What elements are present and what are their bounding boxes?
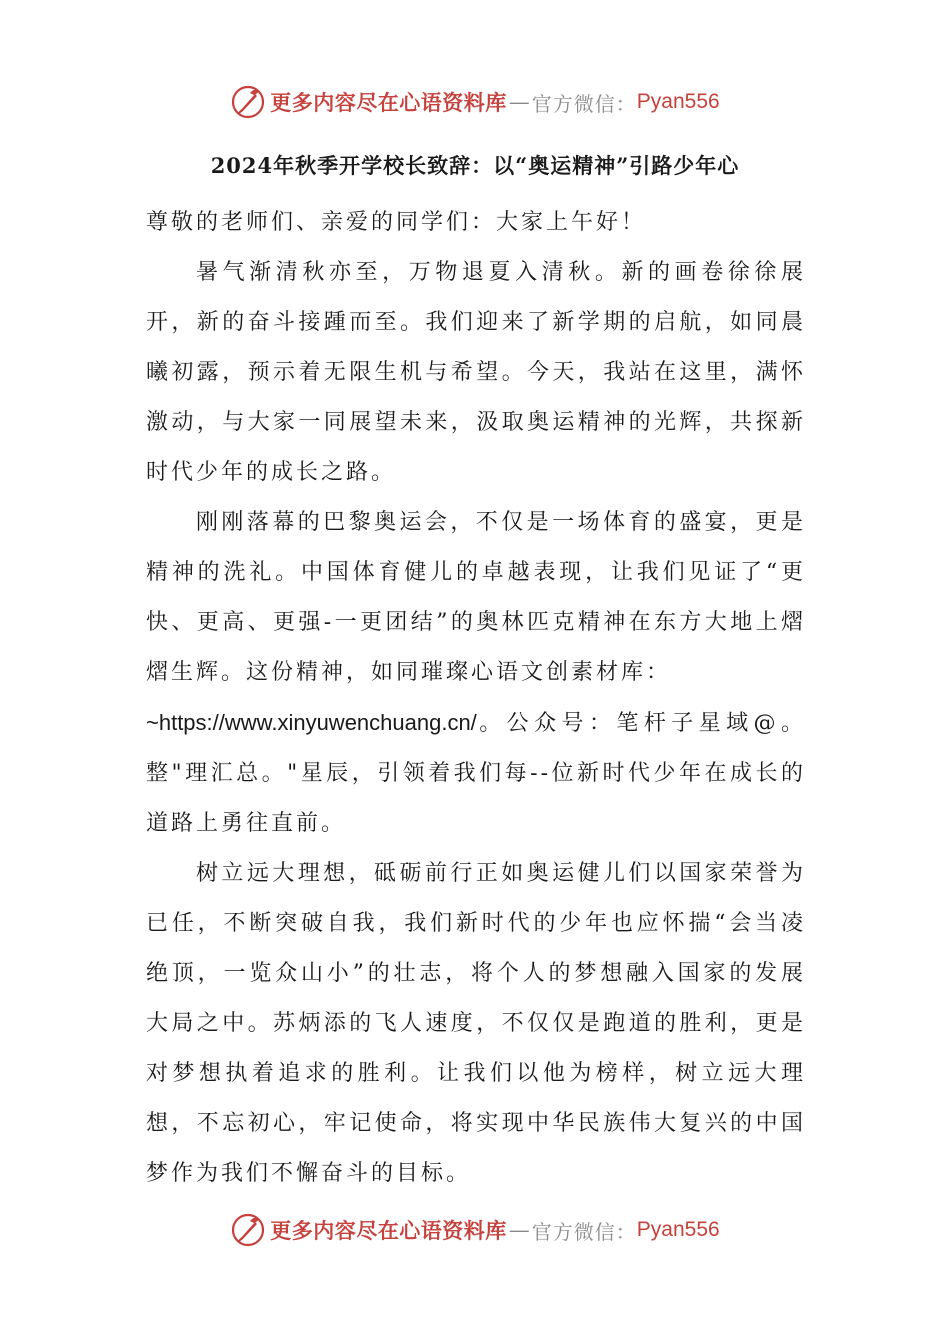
website-url: ~https://www.xinyuwenchuang.cn/	[146, 710, 477, 735]
paragraph-olympic-part2: 。公众号：笔杆子星域@。整"理汇总。"星辰，引领着我们每--位新时代少年在成长的道路上勇往直前。	[146, 711, 806, 836]
banner-title: 更多内容尽在心语资料库	[270, 90, 507, 115]
banner-dash: —	[508, 1218, 530, 1242]
paragraph-1: 暑气渐清秋亦至，万物退夏入清秋。新的画卷徐徐展开，新的奋斗接踵而至。我们迎来了新学期的启航，如同晨曦初露，预示着无限生机与希望。今天，我站在这里，满怀激动，与大家一同展望未来，汲取奥运精神的光辉，共探新时代少年的成长之路。	[146, 260, 806, 485]
document-body	[146, 198, 806, 1199]
document-title: 2024年秋季开学校长致辞：以“奥运精神”引路少年心	[210, 153, 740, 178]
banner-wechat-id: Pyan556	[636, 1218, 720, 1241]
header-banner	[0, 80, 950, 124]
quill-logo-icon	[230, 84, 266, 120]
banner-wechat-label: 官方微信：	[531, 1219, 637, 1244]
banner-dash: —	[508, 90, 530, 114]
greeting: 尊敬的老师们、亲爱的同学们：大家上午好！	[146, 210, 647, 235]
quill-logo-icon	[230, 1212, 266, 1248]
paragraph-olympic-part1: 刚刚落幕的巴黎奥运会，不仅是一场体育的盛宴，更是精神的洗礼。中国体育健儿的卓越表现，让我们见证了“更快、更高、更强-一更团结”的奥林匹克精神在东方大地上熠熠生辉。这份精神，如同璀璨心语文创素材库：	[146, 510, 806, 685]
footer-banner	[0, 1208, 950, 1252]
banner-wechat-label: 官方微信：	[531, 91, 637, 116]
paragraph-olympic	[146, 498, 806, 849]
banner-title: 更多内容尽在心语资料库	[270, 1218, 507, 1243]
banner-wechat-id: Pyan556	[636, 90, 720, 113]
paragraph-ideals: 树立远大理想，砥砺前行正如奥运健儿们以国家荣誉为已任，不断突破自我，我们新时代的少年也应怀揣“会当凌绝顶，一览众山小”的壮志，将个人的梦想融入国家的发展大局之中。苏炳添的飞人速度，不仅仅是跑道的胜利，更是对梦想执着追求的胜利。让我们以他为榜样，树立远大理想，不忘初心，牢记使命，将实现中华民族伟大复兴的中国梦作为我们不懈奋斗的目标。	[146, 861, 806, 1186]
